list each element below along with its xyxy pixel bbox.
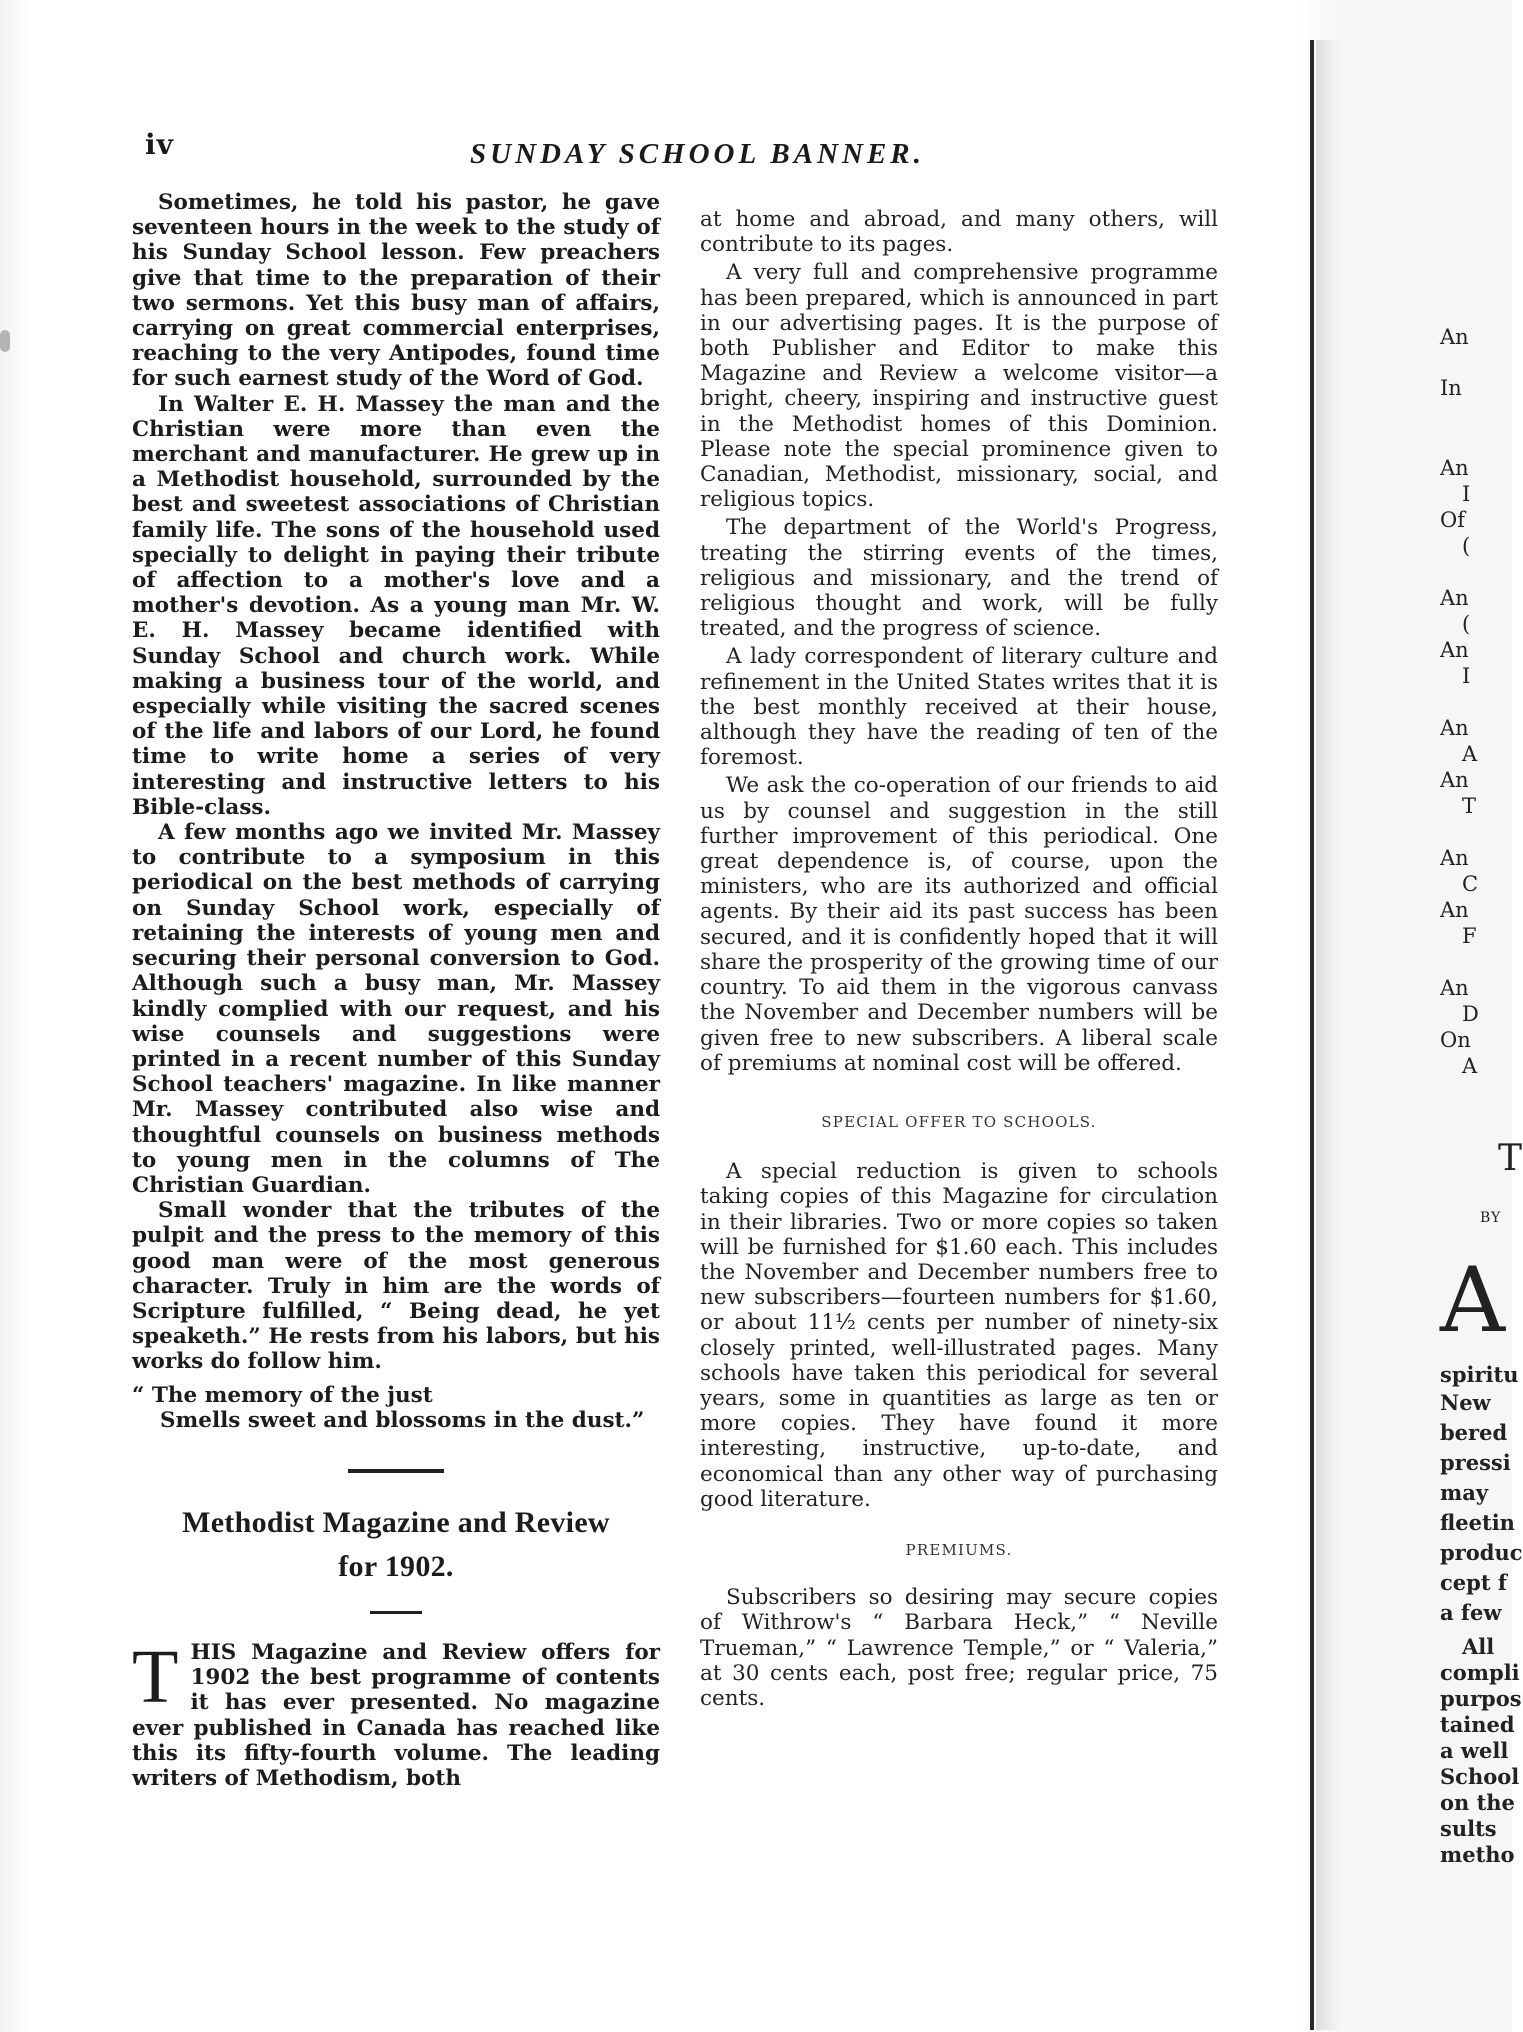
facing-page-text: In (1440, 376, 1462, 400)
running-title: SUNDAY SCHOOL BANNER. (470, 138, 925, 170)
facing-page-text: An (1440, 768, 1469, 792)
facing-page-text: I (1462, 482, 1471, 506)
facing-page-text: sults (1440, 1816, 1497, 1841)
section-heading: PREMIUMS. (905, 1540, 1013, 1559)
facing-page-text: New (1440, 1390, 1491, 1415)
right-column (700, 207, 1218, 1714)
quote-line: “ The memory of the just (132, 1382, 433, 1408)
facing-page-text: An (1440, 638, 1469, 662)
article-title-line: Methodist Magazine and Review (182, 1505, 610, 1539)
paragraph-text: HIS Magazine and Review offers for 1902 the best programme of contents it has ever presented. No magazine ever published in Canada has reached like this its fifty-fourth volume. The leading writers of Methodism, both (132, 1639, 660, 1791)
running-head (145, 128, 1245, 168)
facing-page-text: metho (1440, 1842, 1515, 1867)
facing-page-text: ( (1462, 612, 1471, 636)
facing-page-text: An (1440, 976, 1469, 1000)
paragraph: Small wonder that the tributes of the pulpit and the press to the memory of this good man were of the most generous character. Truly in him are the words of Scripture fulfilled, “ Being dead, he yet speaketh.” He rests from his labors, but his works do follow him. (132, 1198, 660, 1375)
facing-page-text: pressi (1440, 1450, 1511, 1475)
facing-page-text: compli (1440, 1660, 1520, 1685)
paragraph: A lady correspondent of literary culture and refinement in the United States writes that it is the best monthly received at their house, although they have the reading of ten of the foremost. (700, 644, 1218, 771)
facing-page-text: bered (1440, 1420, 1508, 1445)
facing-page-text: An (1440, 325, 1469, 349)
facing-page-text: may (1440, 1480, 1489, 1505)
facing-page-text: F (1462, 924, 1477, 948)
facing-page-text: I (1462, 664, 1471, 688)
title-divider (370, 1611, 422, 1614)
facing-page-text: An (1440, 586, 1469, 610)
facing-page-text: C (1462, 872, 1479, 896)
facing-page-text: An (1440, 898, 1469, 922)
facing-page-text: spiritu (1440, 1362, 1519, 1387)
facing-page-text: A (1462, 742, 1478, 766)
facing-page-text: T (1462, 794, 1477, 818)
gutter-shadow (1316, 40, 1340, 2030)
facing-page-text: produc (1440, 1540, 1523, 1565)
facing-page-text: on the (1440, 1790, 1515, 1815)
paragraph: Sometimes, he told his pastor, he gave seventeen hours in the week to the study of his Sunday School lesson. Few preachers give that time to the preparation of their two sermons. Yet this busy man of affairs, carrying on great commercial enterprises, reaching to the very Antipodes, found time for such earnest study of the Word of God. (132, 190, 660, 392)
page-edge-mark (0, 330, 10, 352)
paragraph: The department of the World's Progress, treating the stirring events of the times, religious and missionary, and the trend of religious thought and work, will be fully treated, and the progress of science. (700, 515, 1218, 642)
section-divider (348, 1469, 444, 1473)
facing-page-text: T (1498, 1138, 1523, 1179)
paragraph: A few months ago we invited Mr. Massey to contribute to a symposium in this periodical on the best methods of carrying on Sunday School work, especially of retaining the interests of young men and securing their personal conversion to God. Although such a busy man, Mr. Massey kindly complied with our request, and his wise counsels and suggestions were printed in a recent number of this Sunday School teachers' magazine. In like manner Mr. Massey contributed also wise and thoughtful counsels on business methods to young men in the columns of The Christian Guardian. (132, 820, 660, 1198)
facing-page-text: a well (1440, 1738, 1509, 1763)
facing-page-text: a few (1440, 1600, 1502, 1625)
facing-page-text: Of (1440, 508, 1465, 532)
facing-page-text: A (1462, 1054, 1478, 1078)
paragraph: A special reduction is given to schools taking copies of this Magazine for circulation in their libraries. Two or more copies so taken will be furnished for $1.60 each. This includes the November and December numbers free to new subscribers—fourteen numbers for $1.60, or about 11½ cents per number of ninety-six closely printed, well-illustrated pages. Many schools have taken this periodical for several years, some in quantities as large as ten or more copies. They have found it more interesting, instructive, up-to-date, and economical than any other way of purchasing good literature. (700, 1159, 1218, 1512)
facing-page-text: An (1440, 846, 1469, 870)
paragraph: at home and abroad, and many others, will contribute to its pages. (700, 207, 1218, 258)
verse-quote (132, 1383, 660, 1433)
facing-page-text: fleetin (1440, 1510, 1515, 1535)
facing-page-text: purpos (1440, 1686, 1522, 1711)
facing-page-text: cept f (1440, 1570, 1507, 1595)
facing-page-text: School (1440, 1764, 1520, 1789)
paragraph: In Walter E. H. Massey the man and the Christian were more than even the merchant and manufacturer. He grew up in a Methodist household, surrounded by the best and sweetest associations of Christian family life. The sons of the household used specially to delight in paying their tribute of affection to a mother's love and a mother's devotion. As a young man Mr. W. E. H. Massey became identified with Sunday School and church work. While making a business tour of the world, and especially while visiting the sacred scenes of the life and labors of our Lord, he found time to write home a series of very interesting and instructive letters to his Bible-class. (132, 391, 660, 820)
facing-page-text: D (1462, 1002, 1479, 1026)
facing-page-dropcap: A (1440, 1248, 1505, 1353)
page-folio: iv (145, 128, 174, 161)
facing-page-text: ( (1462, 534, 1471, 558)
quote-line: Smells sweet and blossoms in the dust.” (160, 1407, 645, 1433)
facing-page-text: On (1440, 1028, 1471, 1052)
facing-page-text: tained (1440, 1712, 1515, 1737)
facing-page-fragment (1440, 0, 1523, 2032)
article-opening-paragraph (132, 1634, 660, 1791)
facing-page-text: An (1440, 716, 1469, 740)
paragraph: Subscribers so desiring may secure copies of Withrow's “ Barbara Heck,” “ Neville Trueman,” “ Lawrence Temple,” or “ Valeria,” at 30 cents each, post free; regular price, 75 cents. (700, 1585, 1218, 1711)
section-heading: SPECIAL OFFER TO SCHOOLS. (821, 1112, 1097, 1131)
paragraph: We ask the co-operation of our friends to aid us by counsel and suggestion in the still further improvement of this periodical. One great dependence is, of course, upon the ministers, who are its authorized and official agents. By their aid its past success has been secured, and it is confidently hoped that it will share the prosperity of the growing time of our country. To aid them in the vigorous canvass the November and December numbers will be given free to new subscribers. A liberal scale of premiums at nominal cost will be offered. (700, 773, 1218, 1076)
facing-page-text: All (1462, 1634, 1495, 1659)
facing-page-text: BY (1480, 1210, 1502, 1226)
binding-gutter (1310, 40, 1314, 2030)
left-column (132, 190, 660, 1791)
drop-cap: T (132, 1634, 179, 1719)
article-title-line: for 1902. (338, 1549, 454, 1583)
paragraph: A very full and comprehensive programme has been prepared, which is announced in part in our advertising pages. It is the purpose of both Publisher and Editor to make this Magazine and Review a welcome visitor—a bright, cheery, inspiring and instructive guest in the Methodist homes of this Dominion. Please note the special prominence given to Canadian, Methodist, missionary, social, and religious topics. (700, 260, 1218, 513)
facing-page-text: An (1440, 456, 1469, 480)
article-title (132, 1501, 660, 1589)
